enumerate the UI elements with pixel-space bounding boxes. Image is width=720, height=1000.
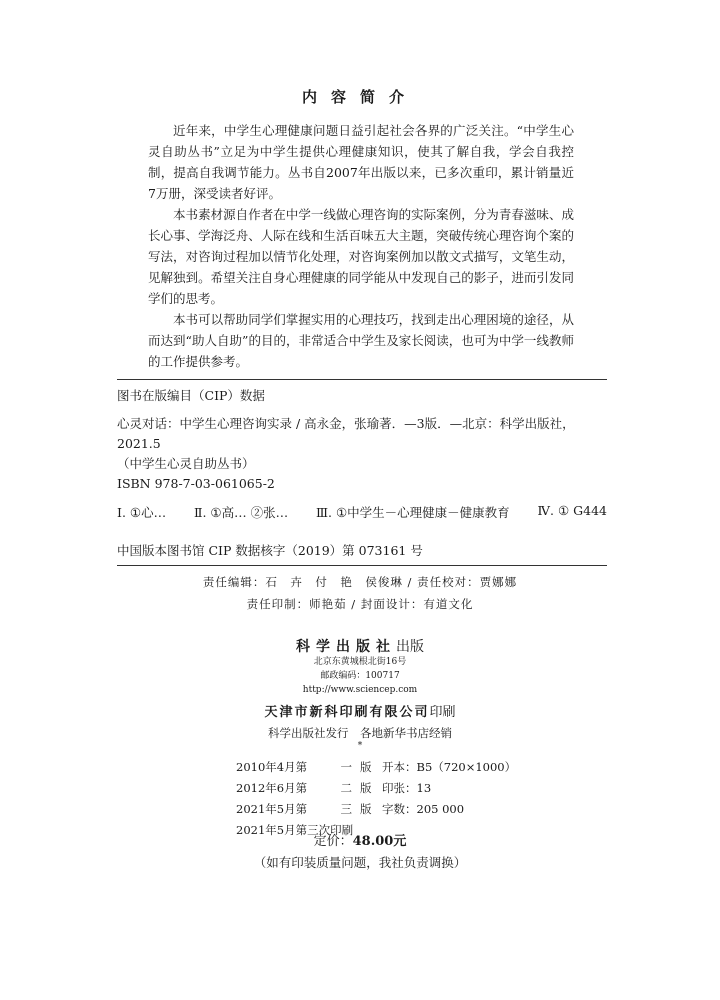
printer-line bbox=[0, 701, 720, 720]
divider-bottom bbox=[117, 565, 607, 566]
section-title: 内容简介 bbox=[301, 88, 418, 106]
intro-paragraph-2: 本书素材源自作者在中学一线做心理咨询的实际案例，分为青春滋味、成长心事、学海泛舟、人际在线和生活百味五大主题，突破传统心理咨询个案的写法，对咨询过程加以情节化处理，对咨询案例加以散文式描写，文笔生动，见解独到。希望关注自身心理健康的同学能从中发现自己的影子，进而引发同学们的思考。 bbox=[148, 207, 574, 306]
edition-number: 一版 bbox=[340, 760, 380, 774]
cip-class-3: Ⅲ. ①中学生－心理健康－健康教育 bbox=[315, 505, 510, 520]
cip-class-2: Ⅱ. ①高… ②张… bbox=[193, 505, 289, 520]
printer-name: 天津市新科印刷有限公司 bbox=[264, 705, 430, 720]
edition-row bbox=[236, 778, 542, 799]
edition-row bbox=[236, 757, 542, 778]
publisher-address: 北京东黄城根北街16号 bbox=[313, 657, 407, 667]
publisher-suffix: 出版 bbox=[396, 639, 424, 655]
edition-number: 三版 bbox=[340, 802, 380, 816]
publisher-name bbox=[0, 636, 720, 656]
cip-line-2: 2021.5 bbox=[117, 436, 161, 451]
cip-record bbox=[117, 414, 607, 494]
distribution-line: 科学出版社发行 各地新华书店经销 bbox=[268, 726, 452, 740]
printing-line: 2021年5月第三次印刷 bbox=[236, 823, 354, 837]
edition-date: 2010年4月第 bbox=[236, 760, 308, 774]
quality-note: （如有印装质量问题，我社负责调换） bbox=[253, 855, 467, 870]
edition-detail: 字数：205 000 bbox=[382, 802, 465, 816]
price-label: 定价： bbox=[313, 834, 353, 849]
divider-top bbox=[117, 379, 607, 380]
edition-date: 2012年6月第 bbox=[236, 781, 308, 795]
edition-row bbox=[236, 799, 542, 820]
credits-line-2: 责任印制：师艳茹 / 封面设计：有道文化 bbox=[246, 597, 474, 611]
cip-record-number: 中国版本图书馆 CIP 数据核字（2019）第 073161 号 bbox=[117, 543, 423, 558]
separator-star: * bbox=[357, 741, 363, 751]
publisher-url: http://www.sciencep.com bbox=[302, 685, 418, 695]
intro-paragraph-1: 近年来，中学生心理健康问题日益引起社会各界的广泛关注。“中学生心灵自助丛书”立足为中学生提供心理健康知识，使其了解自我，学会自我控制，提高自我调节能力。丛书自2007年出版以来，已多次重印，累计销量近7万册，深受读者好评。 bbox=[148, 123, 574, 201]
intro-text bbox=[148, 120, 574, 372]
printer-suffix: 印刷 bbox=[429, 705, 456, 720]
cip-isbn: ISBN 978-7-03-061065-2 bbox=[117, 476, 275, 491]
edition-number: 二版 bbox=[340, 781, 380, 795]
price-line bbox=[0, 830, 720, 849]
edition-detail: 印张：13 bbox=[382, 781, 432, 795]
publisher-name-text: 科学出版社 bbox=[296, 639, 396, 655]
edition-table bbox=[236, 757, 542, 841]
cip-line-1: 心灵对话：中学生心理咨询实录 / 高永金，张瑜著．—3版．—北京：科学出版社， bbox=[117, 416, 575, 431]
credits-line-1: 责任编辑：石 卉 付 艳 侯俊琳 / 责任校对：贾娜娜 bbox=[202, 575, 518, 589]
cip-heading: 图书在版编目（CIP）数据 bbox=[117, 388, 265, 403]
cip-class-1: Ⅰ. ①心… bbox=[117, 505, 167, 520]
cip-class-4: Ⅳ. ① G444 bbox=[537, 503, 607, 518]
publisher-postcode: 邮政编码：100717 bbox=[320, 671, 400, 681]
edition-detail: 开本：B5（720×1000） bbox=[382, 760, 517, 774]
price-value: 48.00元 bbox=[352, 834, 407, 849]
cip-classification bbox=[117, 503, 607, 521]
intro-paragraph-3: 本书可以帮助同学们掌握实用的心理技巧，找到走出心理困境的途径，从而达到“助人自助”的目的，非常适合中学生及家长阅读，也可为中学一线教师的工作提供参考。 bbox=[148, 312, 574, 369]
edition-date: 2021年5月第 bbox=[236, 802, 308, 816]
cip-line-3: （中学生心灵自助丛书） bbox=[117, 456, 255, 471]
